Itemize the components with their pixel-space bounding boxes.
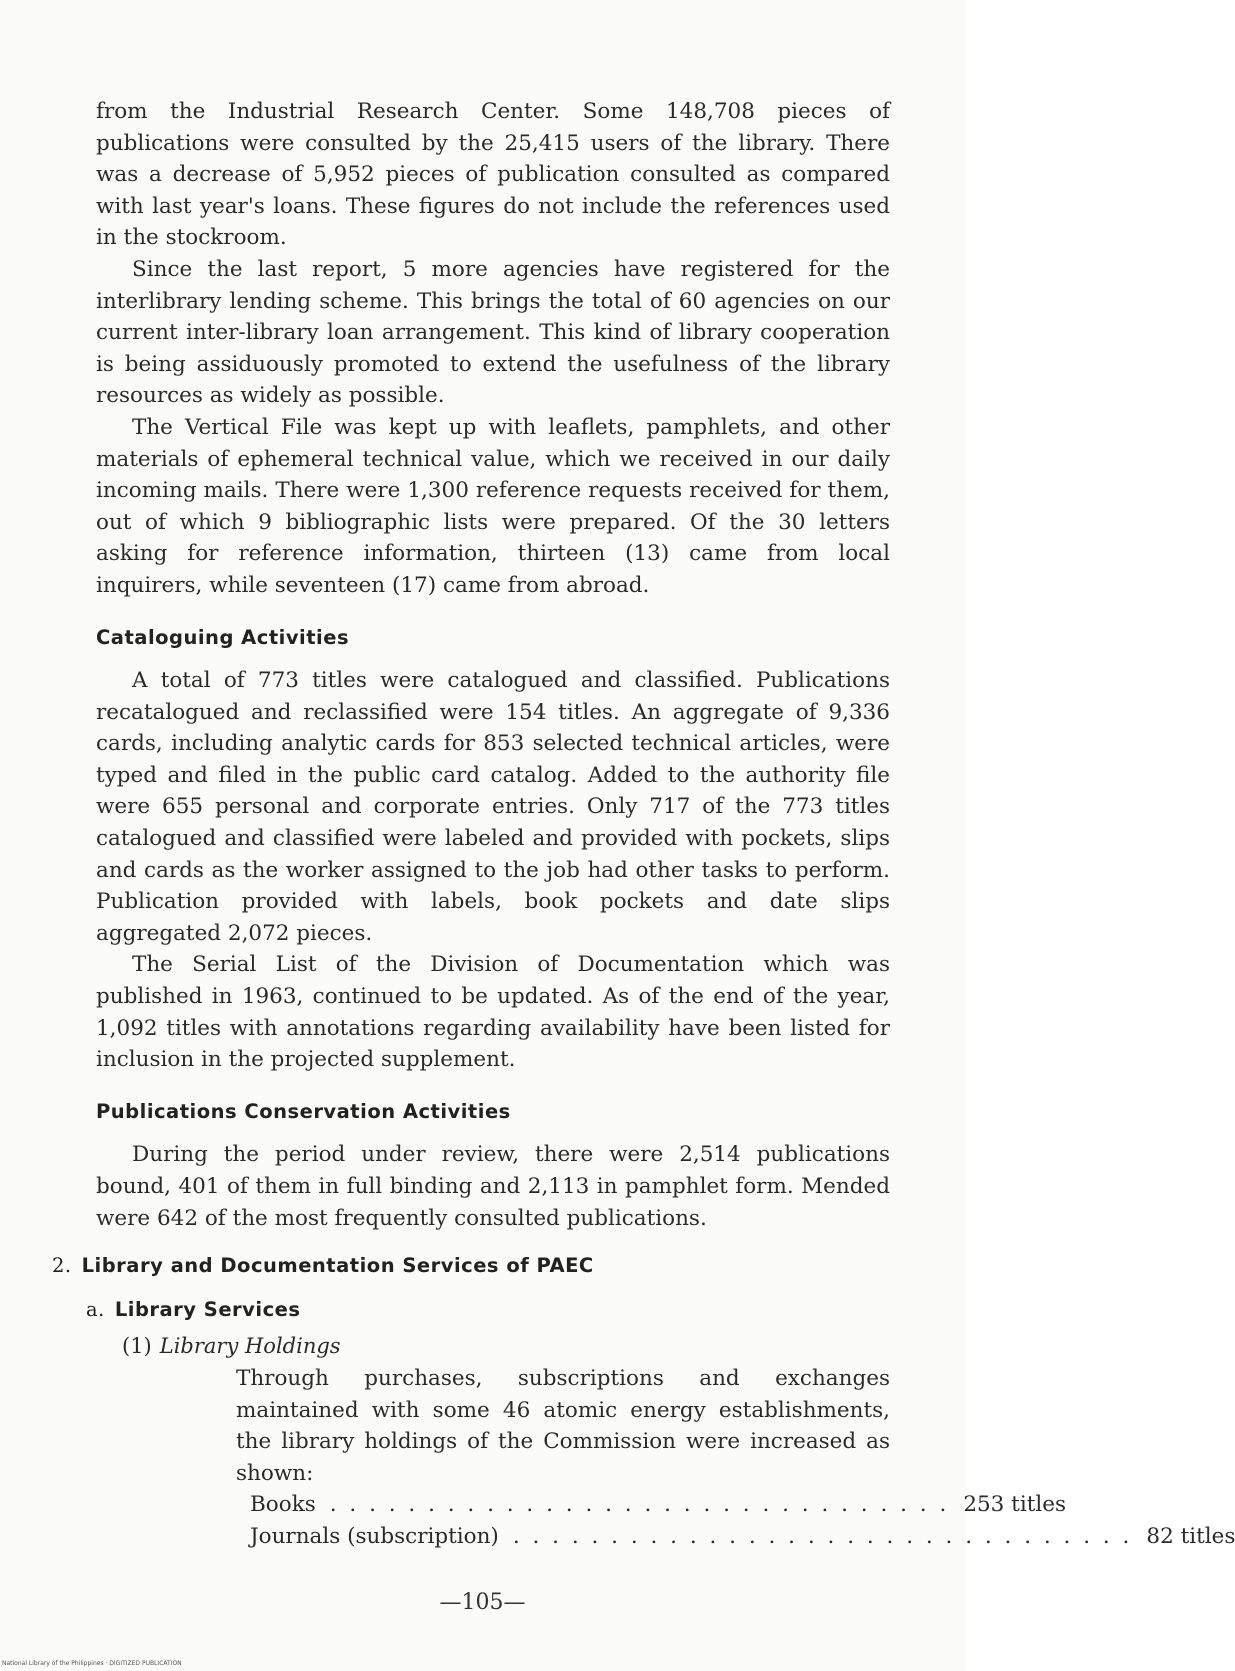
- section-a-number: a.: [86, 1297, 105, 1321]
- page-number: —105—: [439, 1590, 526, 1615]
- section-a-title: Library Services: [114, 1297, 301, 1321]
- scan-footer: National Library of the Philippines · DIGITIZED PUBLICATION: [2, 1660, 182, 1667]
- holdings-block: [236, 1363, 1235, 1553]
- subsection-1-title: Library Holdings: [159, 1334, 341, 1359]
- holdings-row-books: [250, 1489, 1066, 1521]
- paragraph-holdings: Through purchases, subscriptions and exchanges maintained with some 46 atomic energy establishments, the library holdings of the Commission were increased as shown:: [236, 1365, 890, 1486]
- paragraph-cataloguing-1: A total of 773 titles were catalogued and classified. Publications recatalogued and reclassified were 154 titles. An aggregate of 9,336 cards, including analytic cards for 853 selected technical articles, were typed and filed in the public card catalog. Added to the authority file were 655 personal and corporate entries. Only 717 of the 773 titles catalogued and classified were labeled and provided with pockets, slips and cards as the worker assigned to the job had other tasks to perform. Publication provided with labels, book pockets and date slips aggregated 2,072 pieces.: [96, 668, 890, 946]
- section-a-heading: [86, 1294, 890, 1326]
- subsection-1-heading: [122, 1331, 890, 1363]
- holdings-label: Journals (subscription): [250, 1523, 499, 1549]
- section-2-heading: [52, 1250, 890, 1282]
- paragraph-conservation: During the period under review, there were 2,514 publications bound, 401 of them in full binding and 2,113 in pamphlet form. Mended were 642 of the most frequently consulted publications.: [96, 1142, 890, 1231]
- page-body: [52, 96, 1235, 1553]
- paragraph-continued: from the Industrial Research Center. Some 148,708 pieces of publications were consulted by the 25,415 users of the library. There was a decrease of 5,952 pieces of publication consulted as compared with last year's loans. These figures do not include the references used in the stockroom.: [96, 99, 890, 251]
- leader-dots: . . . . . . . . . . . . . . . . . . . . . . . . . . . . . . . .: [329, 1492, 950, 1518]
- leader-dots: . . . . . . . . . . . . . . . . . . . . . . . . . . . . . . . .: [512, 1523, 1133, 1549]
- holdings-label: Books: [250, 1492, 316, 1518]
- section-2-number: 2.: [52, 1254, 72, 1278]
- heading-cataloguing: Cataloguing Activities: [96, 625, 350, 649]
- paragraph-cataloguing-2: The Serial List of the Division of Documentation which was published in 1963, continued to be updated. As of the end of the year, 1,092 titles with annotations regarding availability have been listed for inclusion in the projected supplement.: [96, 952, 890, 1073]
- paragraph-interlibrary: Since the last report, 5 more agencies have registered for the interlibrary lending scheme. This brings the total of 60 agencies on our current inter-library loan arrangement. This kind of library cooperation is being assiduously promoted to extend the usefulness of the library resources as widely as possible.: [96, 256, 890, 409]
- section-2-title: Library and Documentation Services of PAEC: [81, 1254, 594, 1278]
- holdings-value: 82 titles: [1146, 1523, 1235, 1549]
- heading-conservation: Publications Conservation Activities: [96, 1099, 511, 1123]
- paragraph-vertical-file: The Vertical File was kept up with leaflets, pamphlets, and other materials of ephemeral technical value, which we received in our daily incoming mails. There were 1,300 reference requests received for them, out of which 9 bibliographic lists were prepared. Of the 30 letters asking for reference information, thirteen (13) came from local inquirers, while seventeen (17) came from abroad.: [96, 414, 890, 598]
- holdings-value: 253 titles: [963, 1492, 1066, 1518]
- subsection-1-number: (1): [122, 1334, 152, 1359]
- holdings-row-journals: [250, 1521, 1235, 1553]
